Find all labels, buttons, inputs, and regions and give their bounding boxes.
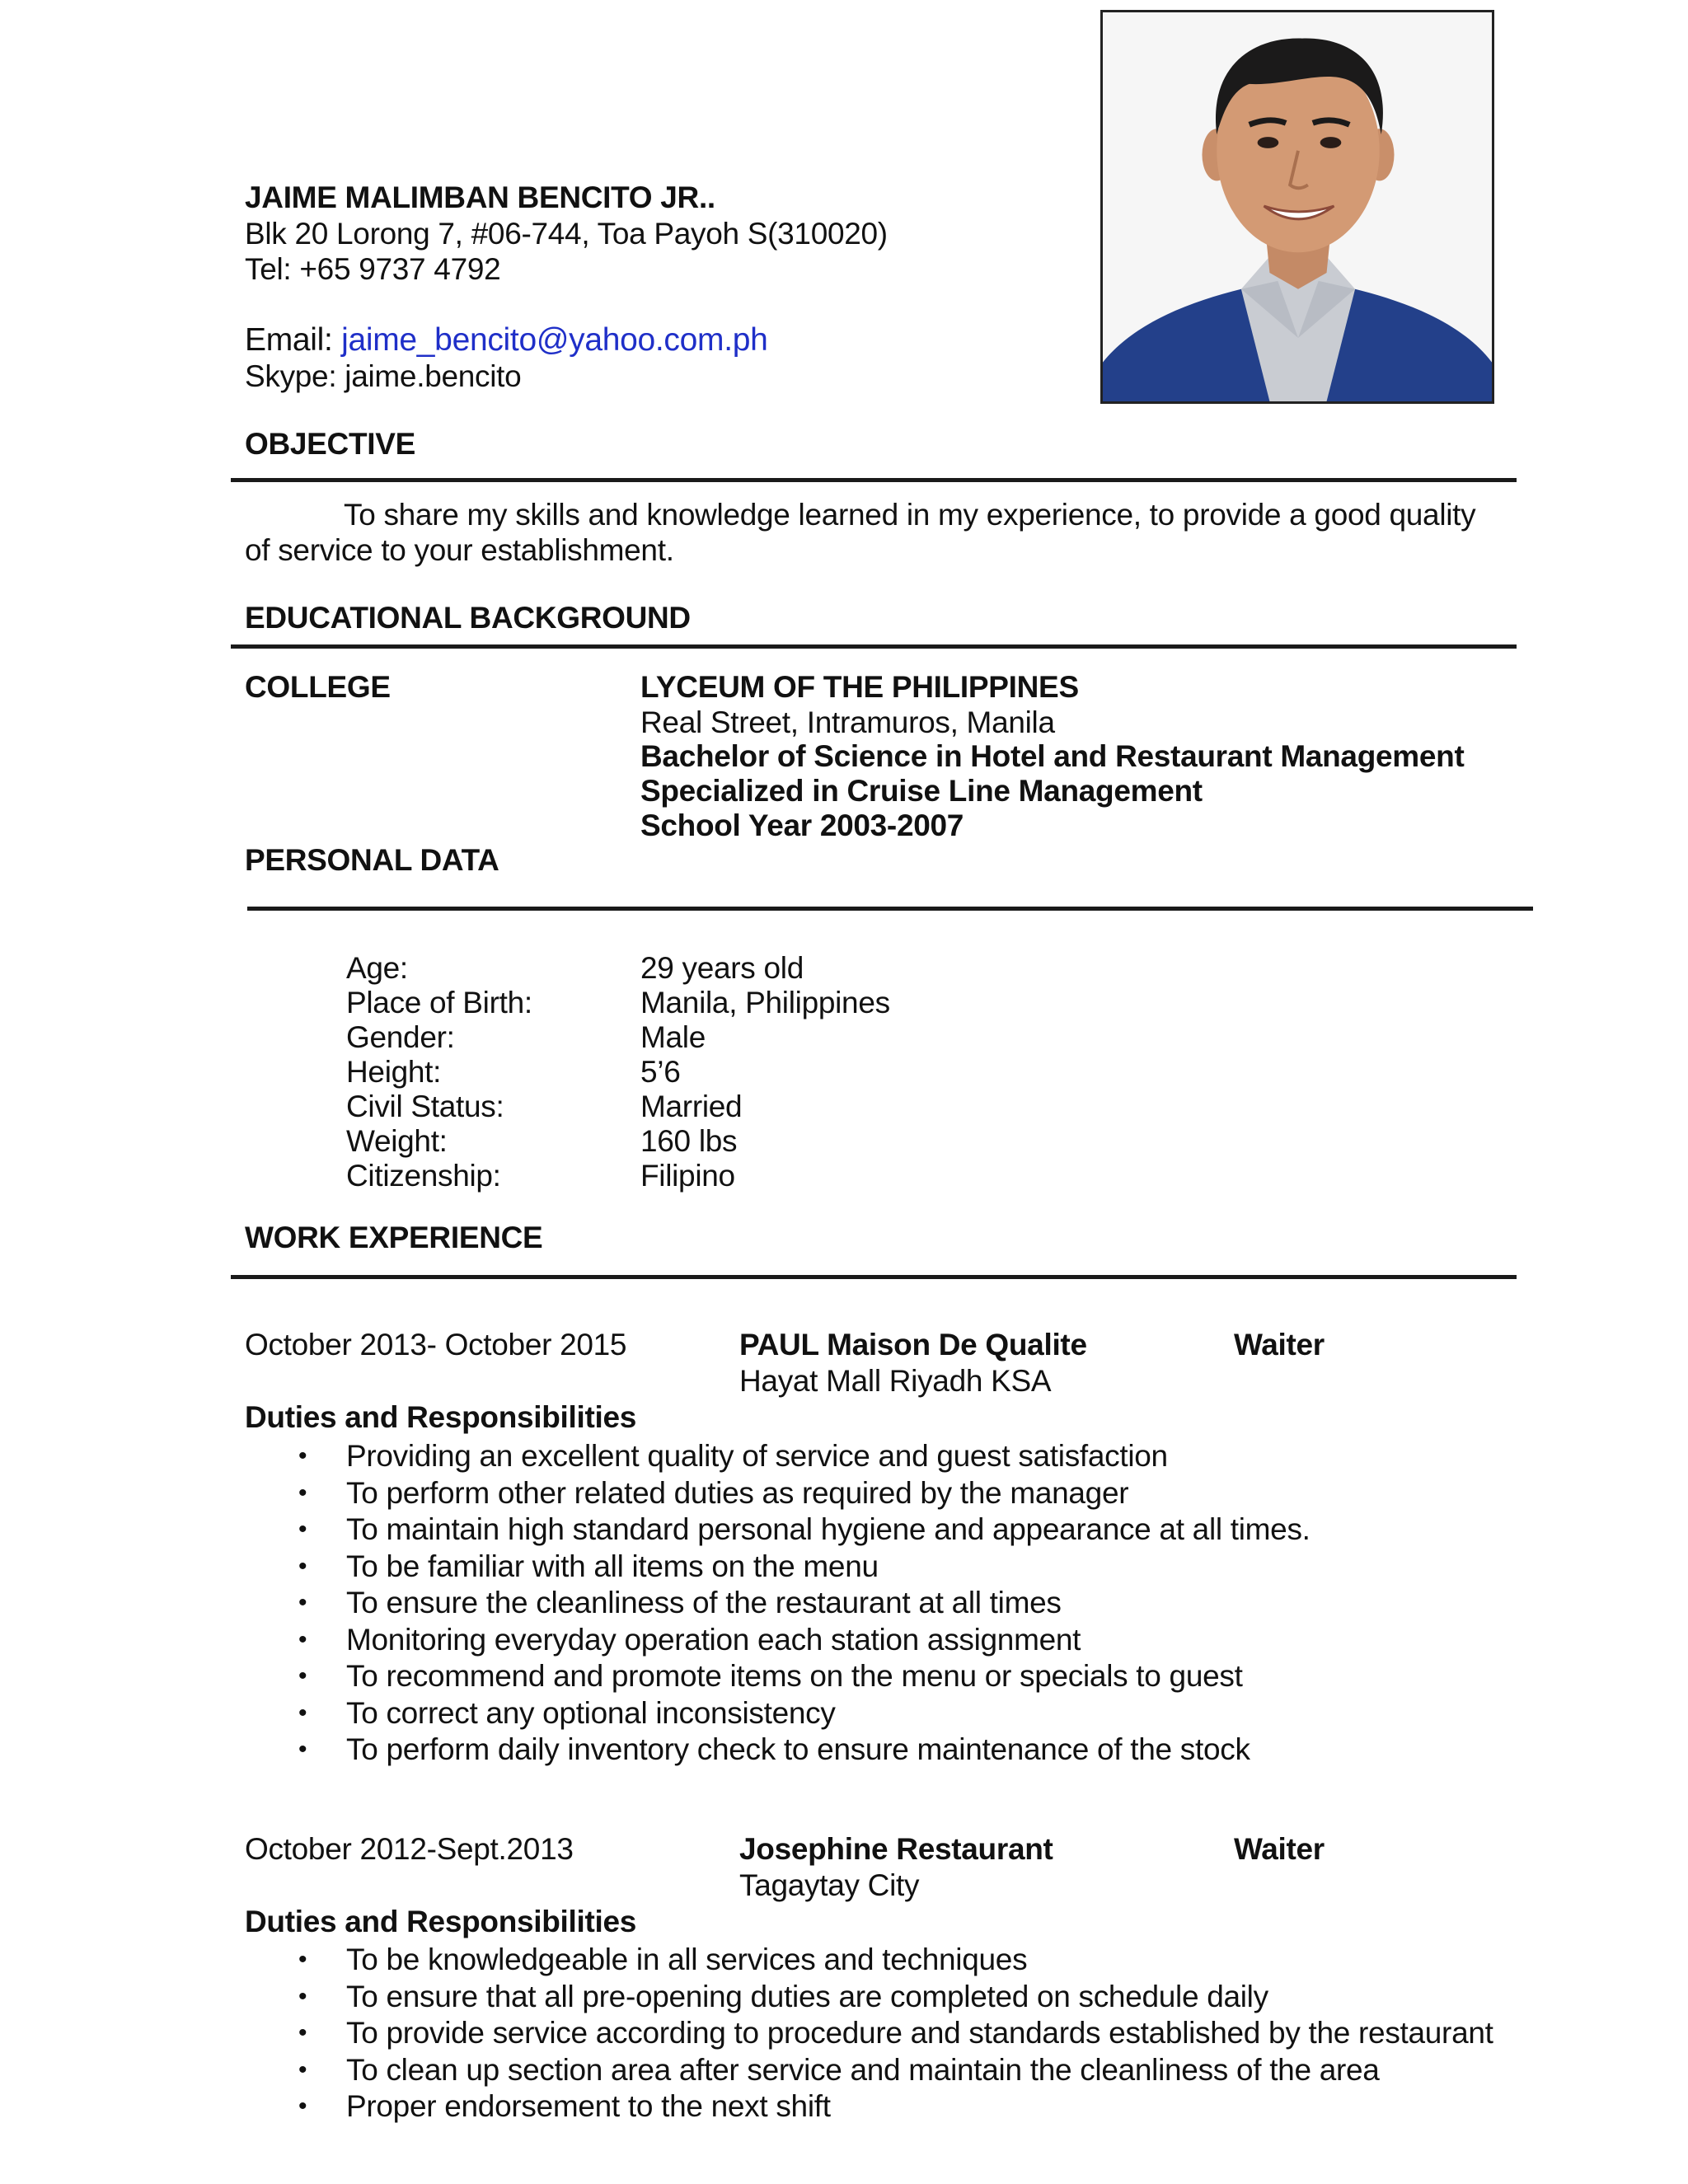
list-item: • To be knowledgeable in all services and techniques <box>247 1942 1493 1979</box>
list-item: • Monitoring everyday operation each station assignment <box>247 1622 1311 1659</box>
bullet-icon: • <box>298 1516 307 1543</box>
work-experience-divider <box>231 1275 1517 1279</box>
personal-label-civil-status: Civil Status: <box>346 1090 504 1123</box>
list-item: • To ensure that all pre-opening duties are completed on schedule daily <box>247 1979 1493 2016</box>
objective-text-line2: of service to your establishment. <box>245 533 674 567</box>
personal-label-citizenship: Citizenship: <box>346 1159 501 1193</box>
personal-label-weight: Weight: <box>346 1124 448 1158</box>
job2-period: October 2012-Sept.2013 <box>245 1832 574 1866</box>
list-item: • To correct any optional inconsistency <box>247 1695 1311 1732</box>
school-address: Real Street, Intramuros, Manila <box>640 705 1055 739</box>
objective-heading: OBJECTIVE <box>245 427 416 461</box>
personal-label-gender: Gender: <box>346 1020 455 1054</box>
job1-position: Waiter <box>1234 1328 1325 1361</box>
personal-label-birthplace: Place of Birth: <box>346 986 532 1019</box>
job1-duties-list <box>247 1438 1311 1769</box>
job2-duties-heading: Duties and Responsibilities <box>245 1905 637 1938</box>
bullet-icon: • <box>298 1946 307 1973</box>
list-item: • To recommend and promote items on the menu or specials to guest <box>247 1658 1311 1695</box>
job2-employer: Josephine Restaurant <box>739 1832 1053 1866</box>
personal-label-age: Age: <box>346 951 408 985</box>
bullet-icon: • <box>298 2055 307 2083</box>
job1-location: Hayat Mall Riyadh KSA <box>739 1364 1052 1398</box>
bullet-icon: • <box>298 1589 307 1616</box>
personal-value-civil-status: Married <box>640 1090 743 1123</box>
bullet-icon: • <box>298 1699 307 1727</box>
bullet-icon: • <box>298 1982 307 2010</box>
list-item: • To clean up section area after service and maintain the cleanliness of the area <box>247 2052 1493 2089</box>
objective-divider <box>231 478 1517 482</box>
personal-value-weight: 160 lbs <box>640 1124 738 1158</box>
bullet-icon: • <box>298 2093 307 2120</box>
list-item: • To perform daily inventory check to ensure maintenance of the stock <box>247 1732 1311 1769</box>
email-line <box>245 321 768 359</box>
email-label: Email: <box>245 322 342 358</box>
email-link[interactable]: jaime_bencito@yahoo.com.ph <box>341 322 768 358</box>
personal-value-gender: Male <box>640 1020 706 1054</box>
personal-value-citizenship: Filipino <box>640 1159 735 1193</box>
list-item: • Proper endorsement to the next shift <box>247 2088 1493 2125</box>
bullet-icon: • <box>298 1662 307 1690</box>
job2-position: Waiter <box>1234 1832 1325 1866</box>
personal-value-age: 29 years old <box>640 951 804 985</box>
job2-duties-list <box>247 1942 1493 2125</box>
list-item: • To provide service according to procedure and standards established by the restaurant <box>247 2015 1493 2052</box>
job1-employer: PAUL Maison De Qualite <box>739 1328 1087 1361</box>
bullet-icon: • <box>298 1736 307 1763</box>
degree: Bachelor of Science in Hotel and Restaurant Management <box>640 739 1465 773</box>
job2-location: Tagaytay City <box>739 1868 920 1902</box>
personal-value-height: 5’6 <box>640 1055 681 1089</box>
objective-text-line1: To share my skills and knowledge learned in my experience, to provide a good quality <box>344 498 1476 532</box>
list-item: • To ensure the cleanliness of the restaurant at all times <box>247 1585 1311 1622</box>
job1-duties-heading: Duties and Responsibilities <box>245 1400 637 1434</box>
school-name: LYCEUM OF THE PHILIPPINES <box>640 670 1079 704</box>
address: Blk 20 Lorong 7, #06-744, Toa Payoh S(310020) <box>245 217 888 251</box>
list-item: • To perform other related duties as required by the manager <box>247 1475 1311 1512</box>
school-year: School Year 2003-2007 <box>640 808 964 842</box>
profile-photo <box>1100 10 1494 404</box>
skype: Skype: jaime.bencito <box>245 359 522 393</box>
education-heading: EDUCATIONAL BACKGROUND <box>245 601 691 635</box>
work-experience-heading: WORK EXPERIENCE <box>245 1221 543 1254</box>
bullet-icon: • <box>298 1552 307 1580</box>
bullet-icon: • <box>298 1479 307 1507</box>
applicant-name: JAIME MALIMBAN BENCITO JR.. <box>245 180 715 214</box>
bullet-icon: • <box>298 1442 307 1469</box>
list-item: • Providing an excellent quality of service and guest satisfaction <box>247 1438 1311 1475</box>
education-level: COLLEGE <box>245 670 391 704</box>
list-item: • To be familiar with all items on the menu <box>247 1549 1311 1586</box>
job1-period: October 2013- October 2015 <box>245 1328 627 1361</box>
bullet-icon: • <box>298 1625 307 1653</box>
personal-value-birthplace: Manila, Philippines <box>640 986 890 1019</box>
list-item: • To maintain high standard personal hygiene and appearance at all times. <box>247 1511 1311 1549</box>
specialization: Specialized in Cruise Line Management <box>640 774 1203 808</box>
education-divider <box>231 644 1517 649</box>
personal-data-heading: PERSONAL DATA <box>245 843 499 877</box>
personal-label-height: Height: <box>346 1055 442 1089</box>
bullet-icon: • <box>298 2019 307 2046</box>
profile-photo-image <box>1103 12 1492 401</box>
telephone: Tel: +65 9737 4792 <box>245 252 501 286</box>
personal-data-divider <box>247 907 1533 911</box>
